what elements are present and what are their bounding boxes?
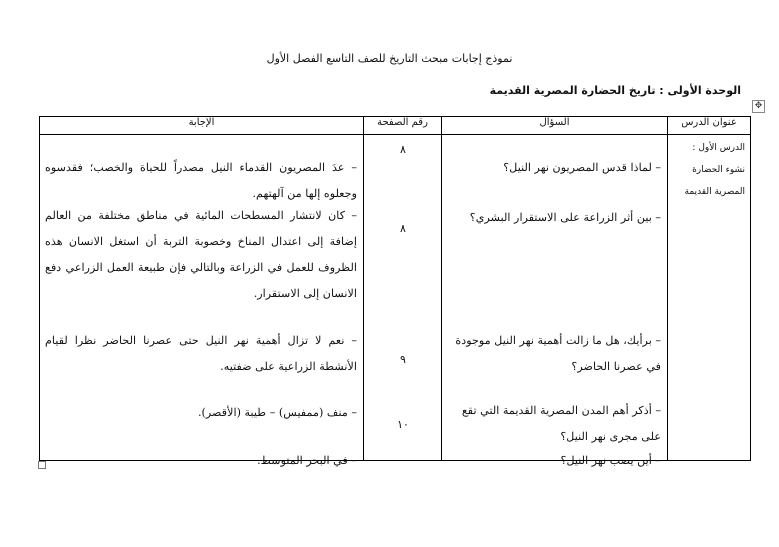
table-row	[40, 135, 751, 461]
answers-cell[interactable]	[40, 135, 364, 467]
question-1: – لماذا قدس المصريون نهر النيل؟	[503, 161, 661, 174]
question-3: – برأيك، هل ما زالت أهمية نهر النيل موجودة في عصرنا الحاضر؟	[455, 334, 661, 373]
answer-1: – عدَ المصريون القدماء النيل مصدراً للحياة والخصب؛ فقدسوه وجعلوه إلها من آلهتهم.	[45, 161, 357, 200]
answer-2: – كان لانتشار المسطحات المائية في مناطق مختلفة من العالم إضافة إلى اعتدال المناخ وخصوبة التربة أن استغل الانسان هذه الظروف للعمل في الزراعة وبالتالي فإن طبيعة العمل الزراعي دفع الانسان إلى الاستقرار.	[45, 209, 357, 300]
question-4: – أذكر أهم المدن المصرية القديمة التي تقع على مجرى نهر النيل؟	[461, 404, 661, 443]
table-header-row	[40, 117, 751, 135]
question-5: – أين يصب نهر النيل؟	[560, 454, 661, 467]
header-question: السؤال	[442, 117, 668, 135]
table-resize-handle[interactable]	[38, 461, 46, 469]
page-number-1: ٨	[400, 143, 406, 156]
answers-table	[39, 116, 751, 467]
lesson-title-cell[interactable]	[668, 135, 751, 461]
answer-5: – في البحر المتوسط.	[257, 454, 357, 467]
header-page-number: رقم الصفحة	[364, 117, 442, 135]
answer-3: – نعم لا تزال أهمية نهر النيل حتى عصرنا الحاضر نظرا لقيام الأنشطة الزراعية على ضفتيه.	[45, 334, 357, 373]
questions-cell[interactable]	[442, 135, 668, 467]
lesson-title-text: الدرس الأول : نشوء الحضارة المصرية القديمة	[684, 143, 745, 197]
answer-4: – منف (ممفيس) – طيبة (الأقصر).	[197, 406, 357, 419]
page-number-3: ٩	[400, 353, 406, 366]
page-number-4: ١٠	[397, 418, 409, 431]
question-2: – بين أثر الزراعة على الاستقرار البشري؟	[469, 211, 661, 224]
page-numbers-cell[interactable]	[364, 135, 442, 461]
unit-title: الوحدة الأولى : تاريخ الحضارة المصرية القديمة	[489, 84, 741, 97]
page-number-2: ٨	[400, 222, 406, 235]
header-answer: الإجابة	[40, 117, 364, 135]
table-move-handle-icon[interactable]: ✥	[752, 100, 765, 113]
header-lesson-title: عنوان الدرس	[668, 117, 751, 135]
document-title: نموذج إجابات مبحث التاريخ للصف التاسع الفصل الأول	[266, 52, 513, 65]
